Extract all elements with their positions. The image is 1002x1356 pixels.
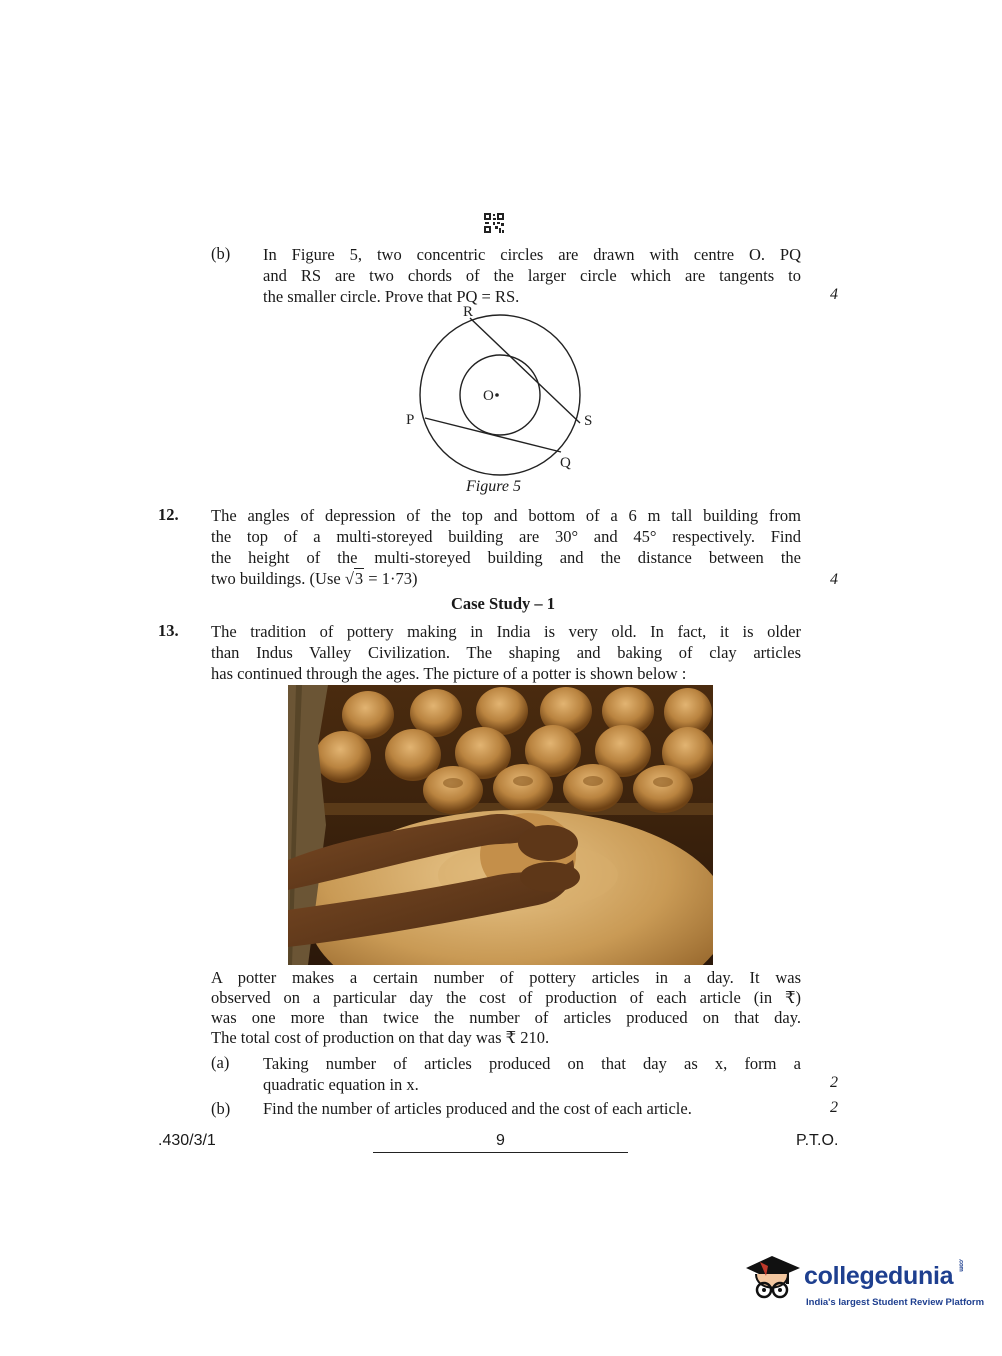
q13a-label: (a) xyxy=(211,1053,230,1072)
page-number: 9 xyxy=(496,1132,505,1149)
q13b-text: Find the number of articles produced and the cost of each article. xyxy=(263,1099,692,1118)
q11b-marks: 4 xyxy=(830,286,838,303)
label-q: Q xyxy=(560,455,571,471)
label-p: P xyxy=(406,412,415,428)
q13a-line: Taking number of articles produced on that day as x, form a xyxy=(263,1054,801,1073)
q13a-text xyxy=(263,1053,801,1095)
q12-line: The angles of depression of the top and bottom of a 6 m tall building from xyxy=(211,506,801,525)
case-study-heading: Case Study – 1 xyxy=(450,594,556,613)
q11b-text xyxy=(263,244,801,307)
label-s: S xyxy=(584,413,593,429)
q12-line: the top of a multi-storeyed building are 30° and 45° respectively. Find xyxy=(211,527,801,546)
q13-number: 13. xyxy=(158,621,179,640)
q13-intro-line: than Indus Valley Civilization. The shaping and baking of clay articles xyxy=(211,643,801,662)
q11b-line: the smaller circle. Prove that PQ = RS. xyxy=(263,287,520,306)
brand-text: collegedunia xyxy=(804,1262,954,1290)
figure-5-diagram xyxy=(395,300,610,480)
q12-number: 12. xyxy=(158,505,179,524)
q12-last-line xyxy=(211,568,801,589)
paper-code: .430/3/1 xyxy=(158,1132,216,1149)
chord-pq xyxy=(425,418,561,452)
brand-suffix: .com xyxy=(957,1258,964,1272)
q11b-label: (b) xyxy=(211,244,231,263)
sqrt-symbol: √ xyxy=(344,569,354,588)
label-r: R xyxy=(463,304,474,320)
inner-circle xyxy=(460,355,540,435)
q13-body-line: observed on a particular day the cost of production of each article (in ₹) xyxy=(211,988,801,1007)
collegedunia-logo-icon xyxy=(742,1252,804,1310)
centre-dot xyxy=(495,393,499,397)
figure-5-caption: Figure 5 xyxy=(466,478,521,495)
brand-tagline: India's largest Student Review Platform xyxy=(806,1297,985,1308)
q13-body-line: A potter makes a certain number of pottery articles in a day. It was xyxy=(211,968,801,987)
q12-prefix: two buildings. (Use xyxy=(211,569,345,588)
q11b-line: and RS are two chords of the larger circle which are tangents to xyxy=(263,266,801,285)
q12-text xyxy=(211,505,801,589)
q12-suffix: = 1·73) xyxy=(364,569,418,588)
potter-photograph xyxy=(288,685,713,965)
q13-intro xyxy=(211,621,801,684)
pto-label: P.T.O. xyxy=(796,1132,839,1149)
chord-rs xyxy=(470,318,580,423)
q13a-marks: 2 xyxy=(830,1074,838,1091)
q13-intro-line: has continued through the ages. The picture of a potter is shown below : xyxy=(211,664,687,683)
q13-body-line: was one more than twice the number of articles produced on that day. xyxy=(211,1008,801,1027)
q13b-label: (b) xyxy=(211,1099,231,1118)
brand-name xyxy=(804,1258,967,1291)
q13b-marks: 2 xyxy=(830,1099,838,1116)
qr-code-icon xyxy=(483,212,505,234)
q13-body-line: The total cost of production on that day was ₹ 210. xyxy=(211,1028,550,1047)
q13-body xyxy=(211,968,801,1048)
q13-intro-line: The tradition of pottery making in India is very old. In fact, it is older xyxy=(211,622,801,641)
q11b-line: In Figure 5, two concentric circles are drawn with centre O. PQ xyxy=(263,245,801,264)
footer-rule xyxy=(373,1152,628,1153)
q12-marks: 4 xyxy=(830,571,838,588)
label-o: O xyxy=(483,388,494,404)
q12-line: the height of the multi-storeyed building and the distance between the xyxy=(211,548,801,567)
sqrt-value: 3 xyxy=(354,569,364,588)
q13a-line: quadratic equation in x. xyxy=(263,1075,419,1094)
